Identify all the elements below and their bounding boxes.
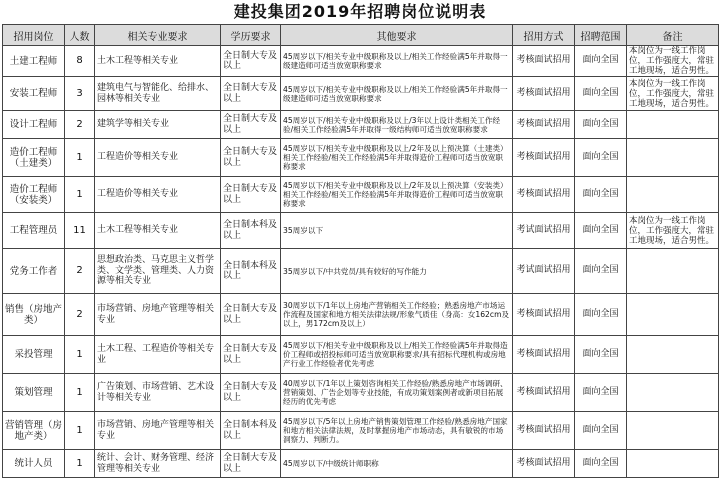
cell-education: 全日制大专及以上 (221, 450, 281, 478)
cell-note (627, 249, 719, 294)
cell-method: 考核面试招用 (513, 177, 575, 213)
cell-note: 本岗位为一线工作岗位，工作强度大，常驻工地现场，适合男性。 (627, 77, 719, 111)
table-row (3, 249, 719, 294)
table-row (3, 77, 719, 111)
cell-note: 本岗位为一线工作岗位，工作强度大，常驻工地现场，适合男性。 (627, 213, 719, 249)
cell-note (627, 450, 719, 478)
header-note: 备注 (627, 25, 719, 46)
header-scope: 招聘范围 (575, 25, 627, 46)
cell-education: 全日制大专及以上 (221, 111, 281, 139)
cell-education: 全日制本科及以上 (221, 249, 281, 294)
header-method: 招用方式 (513, 25, 575, 46)
header-position: 招用岗位 (3, 25, 65, 46)
cell-count: 1 (65, 412, 95, 450)
table-row (3, 46, 719, 77)
cell-scope: 面向全国 (575, 249, 627, 294)
cell-major: 市场营销、房地产管理等相关专业 (95, 294, 221, 336)
cell-method: 考核面试招用 (513, 336, 575, 374)
cell-position: 造价工程师（土建类） (3, 139, 65, 177)
cell-method: 考核面试招用 (513, 111, 575, 139)
cell-education: 全日制大专及以上 (221, 336, 281, 374)
cell-position: 土建工程师 (3, 46, 65, 77)
cell-count: 1 (65, 177, 95, 213)
cell-method: 考核面试招用 (513, 294, 575, 336)
cell-position: 统计人员 (3, 450, 65, 478)
cell-scope: 面向全国 (575, 177, 627, 213)
cell-education: 全日制大专及以上 (221, 46, 281, 77)
cell-count: 1 (65, 374, 95, 412)
cell-position: 销售（房地产类） (3, 294, 65, 336)
cell-major: 广告策划、市场营销、艺术设计等相关专业 (95, 374, 221, 412)
page-title: 建投集团2019年招聘岗位说明表 (233, 2, 487, 21)
table-row (3, 374, 719, 412)
header-count: 人数 (65, 25, 95, 46)
table-row (3, 450, 719, 478)
cell-other: 45周岁以下/相关专业中级职称及以上/2年及以上预决算（土建类）相关工作经验/相关工作经验满5年并取得造价工程师可适当放宽职称要求 (281, 139, 513, 177)
table-row (3, 294, 719, 336)
cell-note (627, 336, 719, 374)
cell-major: 土木工程、工程造价等相关专业 (95, 336, 221, 374)
table-row (3, 412, 719, 450)
header-row (3, 25, 719, 46)
header-major: 相关专业要求 (95, 25, 221, 46)
cell-position: 造价工程师（安装类） (3, 177, 65, 213)
cell-count: 2 (65, 111, 95, 139)
cell-scope: 面向全国 (575, 374, 627, 412)
cell-major: 建筑学等相关专业 (95, 111, 221, 139)
cell-count: 1 (65, 139, 95, 177)
cell-major: 土木工程等相关专业 (95, 46, 221, 77)
cell-education: 全日制大专及以上 (221, 139, 281, 177)
cell-other: 30周岁以下/1年以上房地产营销相关工作经验；熟悉房地产市场运作流程及国家和地方相关法律法规/形象气质佳（身高：女162cm及以上，男172cm及以上） (281, 294, 513, 336)
cell-major: 土木工程等相关专业 (95, 213, 221, 249)
cell-method: 考核面试招用 (513, 139, 575, 177)
cell-position: 安装工程师 (3, 77, 65, 111)
cell-method: 考试面试招用 (513, 213, 575, 249)
cell-major: 建筑电气与智能化、给排水、园林等相关专业 (95, 77, 221, 111)
cell-other: 45周岁以下/5年以上房地产销售策划管理工作经验/熟悉房地产国家和地方相关法律法规，及时掌握房地产市场动态，具有敏锐的市场洞察力、判断力。 (281, 412, 513, 450)
table-row (3, 213, 719, 249)
cell-scope: 面向全国 (575, 213, 627, 249)
cell-position: 策划管理 (3, 374, 65, 412)
cell-other: 40周岁以下/1年以上策划咨询相关工作经验/熟悉房地产市场调研、营销策划、广告企划等专业技能，有成功策划案例者或新项目拓展经历的优先考虑 (281, 374, 513, 412)
cell-scope: 面向全国 (575, 111, 627, 139)
cell-position: 采投管理 (3, 336, 65, 374)
cell-note (627, 412, 719, 450)
cell-method: 考核面试招用 (513, 77, 575, 111)
cell-education: 全日制本科及以上 (221, 412, 281, 450)
cell-note (627, 374, 719, 412)
cell-note (627, 111, 719, 139)
cell-education: 全日制大专及以上 (221, 374, 281, 412)
cell-other: 45周岁以下/中级统计师职称 (281, 450, 513, 478)
cell-method: 考核面试招用 (513, 46, 575, 77)
cell-count: 2 (65, 294, 95, 336)
cell-major: 工程造价等相关专业 (95, 177, 221, 213)
cell-other: 45周岁以下/相关专业中级职称及以上/相关工作经验满5年并取得一级建造师可适当放宽职称要求 (281, 46, 513, 77)
cell-education: 全日制大专及以上 (221, 177, 281, 213)
recruitment-table (2, 24, 719, 478)
cell-scope: 面向全国 (575, 46, 627, 77)
table-body (3, 46, 719, 478)
cell-count: 1 (65, 450, 95, 478)
cell-other: 45周岁以下/相关专业中级职称及以上/3年以上设计类相关工作经验/相关工作经验满5年并取得一级结构师可适当放宽职称要求 (281, 111, 513, 139)
cell-method: 考试面试招用 (513, 249, 575, 294)
cell-method: 考核面试招用 (513, 374, 575, 412)
cell-scope: 面向全国 (575, 294, 627, 336)
cell-scope: 面向全国 (575, 336, 627, 374)
cell-position: 工程管理员 (3, 213, 65, 249)
cell-major: 思想政治类、马克思主义哲学类、文学类、管理类、人力资源等相关专业 (95, 249, 221, 294)
cell-note: 本岗位为一线工作岗位，工作强度大，常驻工地现场，适合男性。 (627, 46, 719, 77)
header-other: 其他要求 (281, 25, 513, 46)
cell-method: 考核面试招用 (513, 450, 575, 478)
cell-position: 党务工作者 (3, 249, 65, 294)
table-row (3, 177, 719, 213)
cell-education: 全日制本科及以上 (221, 213, 281, 249)
table-row (3, 336, 719, 374)
cell-major: 工程造价等相关专业 (95, 139, 221, 177)
cell-other: 45周岁以下/相关专业中级职称及以上/相关工作经验满5年并取得一级建造师可适当放宽职称要求 (281, 77, 513, 111)
cell-major: 市场营销、房地产管理等相关专业 (95, 412, 221, 450)
cell-position: 设计工程师 (3, 111, 65, 139)
cell-other: 45周岁以下/相关专业中级职称及以上/相关工作经验满5年并取得造价工程师或招投标师可适当放宽职称要求/具有招标代理机构或房地产行业工作经验者优先考虑 (281, 336, 513, 374)
cell-scope: 面向全国 (575, 139, 627, 177)
cell-scope: 面向全国 (575, 412, 627, 450)
cell-count: 2 (65, 249, 95, 294)
cell-scope: 面向全国 (575, 450, 627, 478)
cell-count: 3 (65, 77, 95, 111)
header-education: 学历要求 (221, 25, 281, 46)
cell-count: 11 (65, 213, 95, 249)
cell-count: 8 (65, 46, 95, 77)
cell-count: 1 (65, 336, 95, 374)
cell-scope: 面向全国 (575, 77, 627, 111)
cell-note (627, 294, 719, 336)
cell-note (627, 177, 719, 213)
cell-note (627, 139, 719, 177)
cell-other: 35周岁以下 (281, 213, 513, 249)
table-row (3, 139, 719, 177)
cell-method: 考核面试招用 (513, 412, 575, 450)
cell-other: 35周岁以下/中共党员/具有较好的写作能力 (281, 249, 513, 294)
table-row (3, 111, 719, 139)
cell-education: 全日制大专及以上 (221, 77, 281, 111)
cell-education: 全日制大专及以上 (221, 294, 281, 336)
cell-major: 统计、会计、财务管理、经济管理等相关专业 (95, 450, 221, 478)
cell-position: 营销管理（房地产类） (3, 412, 65, 450)
cell-other: 45周岁以下/相关专业中级职称及以上/2年及以上预决算（安装类）相关工作经验/相关工作经验满5年并取得造价工程师可适当放宽职称要求 (281, 177, 513, 213)
